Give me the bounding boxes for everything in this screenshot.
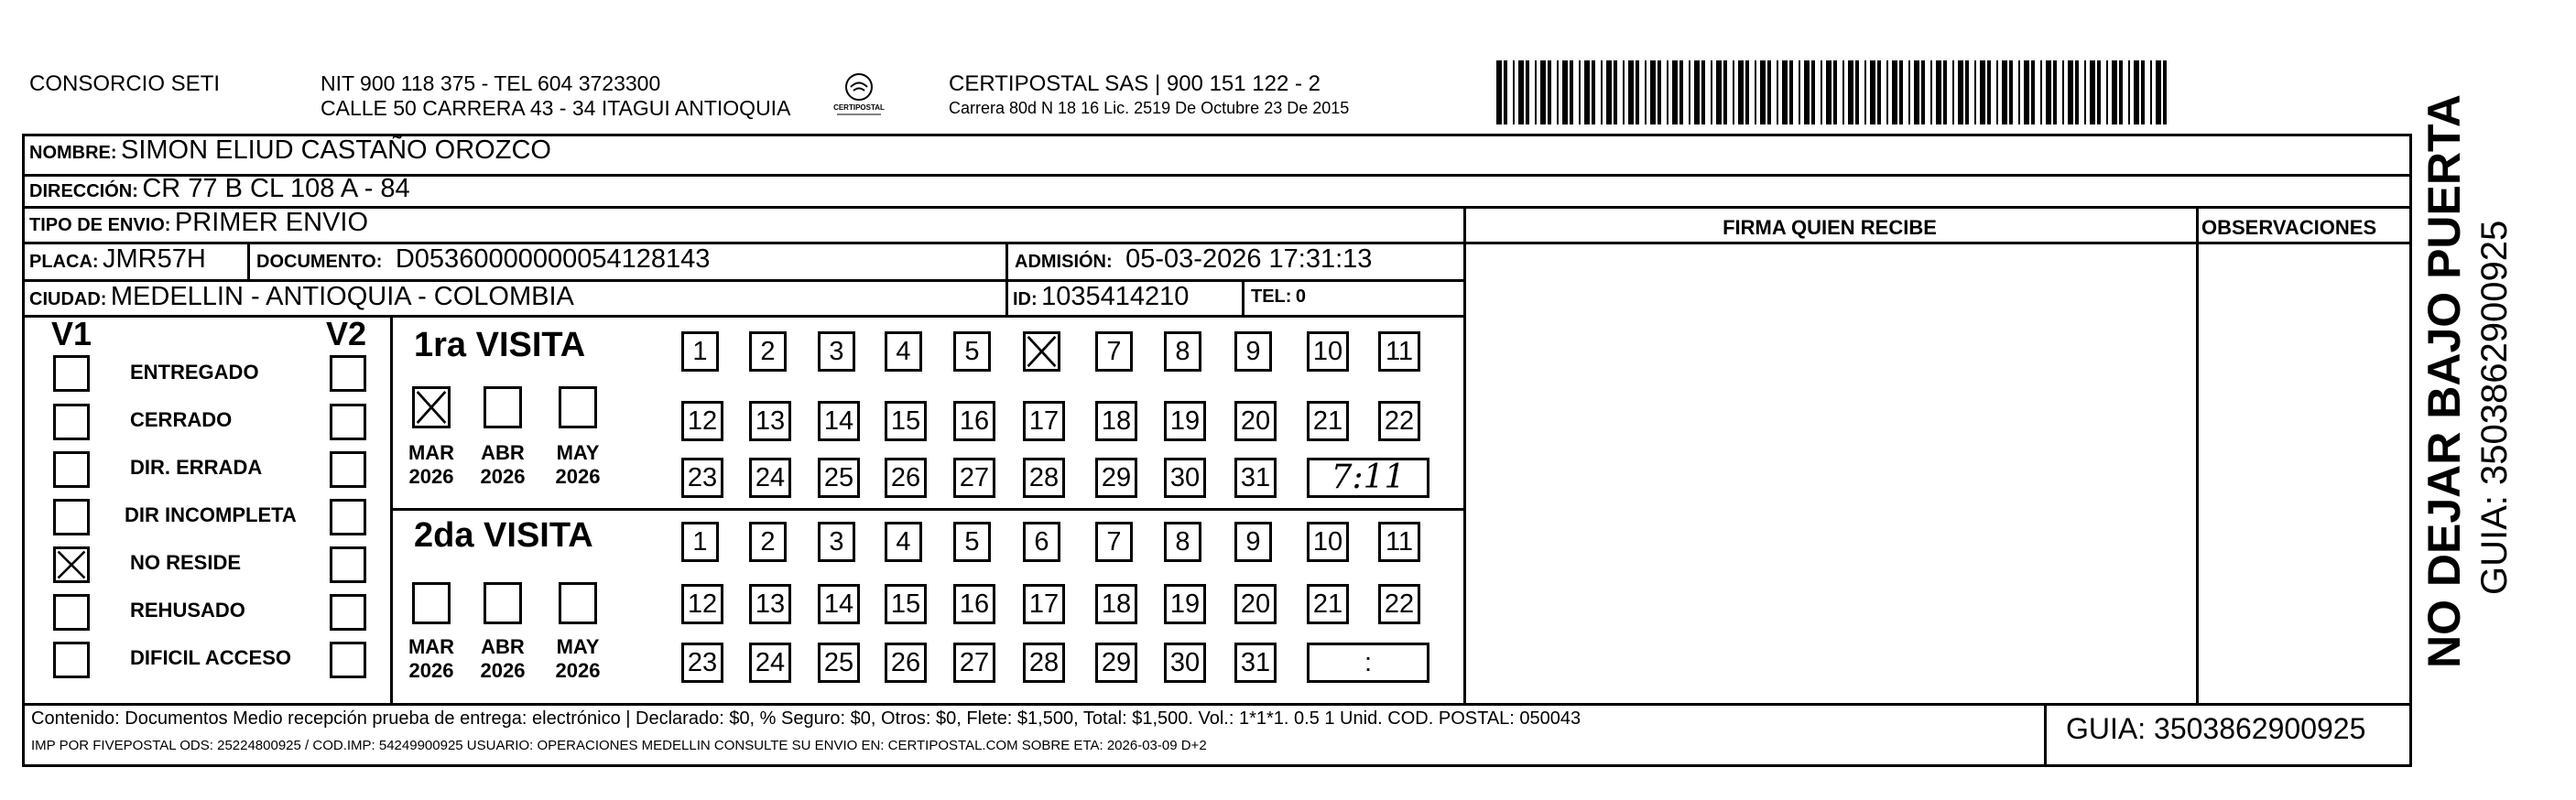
v2-label: V2 [326,315,367,352]
v1-checkbox[interactable] [53,594,90,631]
admision-row [1015,244,1372,275]
first-visit-day-24[interactable]: 24 [749,458,791,498]
v1-checkbox[interactable] [53,451,90,488]
side-guia: GUIA: 3503862900925 [2474,220,2515,595]
nombre-value: SIMON ELIUD CASTAÑO OROZCO [121,135,551,165]
first-visit-day-17[interactable]: 17 [1023,401,1065,441]
logo-text: CERTIPOSTAL [833,103,885,112]
first-visit-day-26[interactable]: 26 [885,458,927,498]
first-visit-title: 1ra VISITA [414,326,586,364]
v2-checkbox[interactable] [330,355,366,392]
status-label: DIR. ERRADA [130,456,263,479]
company-name: CONSORCIO SETI [29,71,221,96]
direccion-label: DIRECCIÓN: [29,181,138,201]
month-year: 2026 [555,465,601,488]
nombre-label: NOMBRE: [29,143,117,163]
second-visit-month-label [399,635,463,683]
second-visit-day-10[interactable]: 10 [1307,522,1349,562]
second-visit-day-1[interactable]: 1 [681,522,719,562]
month-name: MAR [408,441,455,464]
month-name: MAY [556,441,600,464]
admision-label: ADMISIÓN: [1015,252,1113,272]
v1-checkbox[interactable] [53,546,90,583]
v2-checkbox[interactable] [330,642,366,678]
first-visit-day-19[interactable]: 19 [1164,401,1206,441]
second-visit-month-label [471,635,535,683]
id-value: 1035414210 [1041,282,1190,311]
ciudad-value: MEDELLIN - ANTIOQUIA - COLOMBIA [110,282,574,311]
second-visit-day-28[interactable]: 28 [1023,643,1065,683]
v2-checkbox[interactable] [330,451,366,488]
documento-row [256,244,710,275]
first-visit-month-label [471,441,535,489]
nit-line: NIT 900 118 375 - TEL 604 3723300 [321,71,661,95]
first-visit-month-checkbox[interactable] [412,386,451,428]
second-visit-day-14[interactable]: 14 [818,584,860,624]
first-visit-day-4[interactable]: 4 [885,331,922,372]
nombre-row [29,135,551,166]
second-visit-day-30[interactable]: 30 [1164,643,1206,683]
first-visit-day-20[interactable]: 20 [1234,401,1277,441]
second-visit-day-13[interactable]: 13 [749,584,791,624]
first-visit-month-checkbox[interactable] [559,386,597,428]
direccion-value: CR 77 B CL 108 A - 84 [142,174,410,203]
month-year: 2026 [480,659,526,682]
first-visit-day-30[interactable]: 30 [1164,458,1206,498]
tipo-label: TIPO DE ENVIO: [29,215,171,235]
second-visit-day-19[interactable]: 19 [1164,584,1206,624]
documento-label: DOCUMENTO: [256,252,383,272]
second-visit-day-7[interactable]: 7 [1095,522,1133,562]
second-visit-day-2[interactable]: 2 [749,522,787,562]
first-visit-day-14[interactable]: 14 [818,401,860,441]
first-visit-day-9[interactable]: 9 [1234,331,1272,372]
second-visit-day-9[interactable]: 9 [1234,522,1272,562]
second-visit-month-label [546,635,610,683]
first-visit-month-label [546,441,610,489]
second-visit-day-25[interactable]: 25 [818,643,860,683]
first-visit-day-6[interactable] [1023,331,1060,372]
imp-line: IMP POR FIVEPOSTAL ODS: 25224800925 / COD.IMP: 54249900925 USUARIO: OPERACIONES MEDELLIN CONSULTE SU ENVIO EN: CERTIPOSTAL.COM SOBRE ETA: 2026-03-09 D+2 [31,738,1207,753]
first-visit-day-28[interactable]: 28 [1023,458,1065,498]
month-year: 2026 [480,465,526,488]
first-visit-month-checkbox[interactable] [484,386,522,428]
first-visit-day-7[interactable]: 7 [1095,331,1133,372]
second-visit-month-checkbox[interactable] [484,582,522,624]
first-visit-month-label [399,441,463,489]
second-visit-month-checkbox[interactable] [559,582,597,624]
placa-value: JMR57H [103,244,206,274]
second-visit-day-15[interactable]: 15 [885,584,927,624]
month-year: 2026 [555,659,601,682]
address-line: CALLE 50 CARRERA 43 - 34 ITAGUI ANTIOQUIA [321,96,791,120]
certipostal-line2: Carrera 80d N 18 16 Lic. 2519 De Octubre 23 De 2015 [949,99,1350,117]
observaciones-header: OBSERVACIONES [2201,216,2377,239]
second-visit-day-6[interactable]: 6 [1023,522,1060,562]
first-visit-day-23[interactable]: 23 [681,458,723,498]
contenido-line: Contenido: Documentos Medio recepción prueba de entrega: electrónico | Declarado: $0, % Seguro: $0, Otros: $0, Flete: $1,500, Total: $1,500. Vol.: 1*1*1. 0.5 1 Unid. COD. POSTAL: 050043 [31,708,1581,729]
tel-label: TEL: [1251,286,1292,307]
month-year: 2026 [408,659,454,682]
ciudad-label: CIUDAD: [29,289,107,309]
second-visit-title: 2da VISITA [414,516,593,555]
placa-row [29,244,206,275]
id-label: ID: [1013,289,1038,309]
v1-label: V1 [51,315,92,352]
second-visit-day-26[interactable]: 26 [885,643,927,683]
admision-value: 05-03-2026 17:31:13 [1125,244,1373,274]
second-visit-day-17[interactable]: 17 [1023,584,1065,624]
tel-value: 0 [1295,286,1307,307]
second-visit-day-27[interactable]: 27 [953,643,995,683]
first-visit-day-8[interactable]: 8 [1164,331,1201,372]
certipostal-line1: CERTIPOSTAL SAS | 900 151 122 - 2 [949,71,1321,96]
second-visit-day-23[interactable]: 23 [681,643,723,683]
month-year: 2026 [408,465,454,488]
v1-checkbox[interactable] [53,499,90,535]
first-visit-day-29[interactable]: 29 [1095,458,1137,498]
second-visit-month-checkbox[interactable] [412,582,451,624]
v1-checkbox[interactable] [53,642,90,678]
second-visit-day-4[interactable]: 4 [885,522,922,562]
status-label: CERRADO [130,408,233,431]
ciudad-row [29,282,574,312]
v2-checkbox[interactable] [330,404,366,440]
tipo-value: PRIMER ENVIO [174,208,369,237]
barcode [1496,60,2174,124]
first-visit-day-31[interactable]: 31 [1234,458,1277,498]
second-visit-day-5[interactable]: 5 [953,522,991,562]
second-visit-time-box[interactable]: : [1307,643,1429,683]
first-visit-day-27[interactable]: 27 [953,458,995,498]
second-visit-day-3[interactable]: 3 [818,522,855,562]
first-visit-day-11[interactable]: 11 [1378,331,1420,372]
v1-checkbox[interactable] [53,355,90,392]
status-label: REHUSADO [130,599,245,622]
v2-checkbox[interactable] [330,594,366,631]
first-visit-day-2[interactable]: 2 [749,331,787,372]
month-name: ABR [481,635,525,658]
second-visit-day-29[interactable]: 29 [1095,643,1137,683]
second-visit-day-11[interactable]: 11 [1378,522,1420,562]
second-visit-day-18[interactable]: 18 [1095,584,1137,624]
second-visit-day-12[interactable]: 12 [681,584,723,624]
footer-guia: GUIA: 3503862900925 [2066,712,2366,745]
status-label: DIFICIL ACCESO [130,646,292,669]
month-name: MAY [556,635,600,658]
status-label: ENTREGADO [130,361,259,384]
second-visit-day-31[interactable]: 31 [1234,643,1277,683]
v2-checkbox[interactable] [330,499,366,535]
second-visit-day-22[interactable]: 22 [1378,584,1420,624]
month-name: MAR [408,635,455,658]
first-visit-day-21[interactable]: 21 [1307,401,1349,441]
second-visit-day-8[interactable]: 8 [1164,522,1201,562]
first-visit-day-16[interactable]: 16 [953,401,995,441]
second-visit-day-24[interactable]: 24 [749,643,791,683]
first-visit-day-3[interactable]: 3 [818,331,855,372]
first-visit-day-22[interactable]: 22 [1378,401,1420,441]
v1-checkbox[interactable] [53,404,90,440]
v2-checkbox[interactable] [330,546,366,583]
placa-label: PLACA: [29,252,99,272]
status-label: NO RESIDE [130,551,242,574]
first-visit-day-10[interactable]: 10 [1307,331,1349,372]
second-visit-day-20[interactable]: 20 [1234,584,1277,624]
month-name: ABR [481,441,525,464]
no-dejar-warning: NO DEJAR BAJO PUERTA [2418,94,2470,668]
first-visit-day-5[interactable]: 5 [953,331,991,372]
second-visit-day-21[interactable]: 21 [1307,584,1349,624]
documento-value: D05360000000054128143 [395,244,711,274]
first-visit-day-13[interactable]: 13 [749,401,791,441]
first-visit-day-12[interactable]: 12 [681,401,723,441]
first-visit-day-1[interactable]: 1 [681,331,719,372]
direccion-row [29,174,410,204]
firma-header: FIRMA QUIEN RECIBE [1723,216,1937,239]
certipostal-logo [831,70,886,119]
first-visit-day-15[interactable]: 15 [885,401,927,441]
second-visit-day-16[interactable]: 16 [953,584,995,624]
first-visit-time-box[interactable]: 7:11 [1307,458,1429,498]
id-row [1013,282,1189,312]
first-visit-day-18[interactable]: 18 [1095,401,1137,441]
tipo-row [29,208,368,238]
first-visit-day-25[interactable]: 25 [818,458,860,498]
tel-row [1251,286,1306,308]
status-label: DIR INCOMPLETA [125,503,297,526]
